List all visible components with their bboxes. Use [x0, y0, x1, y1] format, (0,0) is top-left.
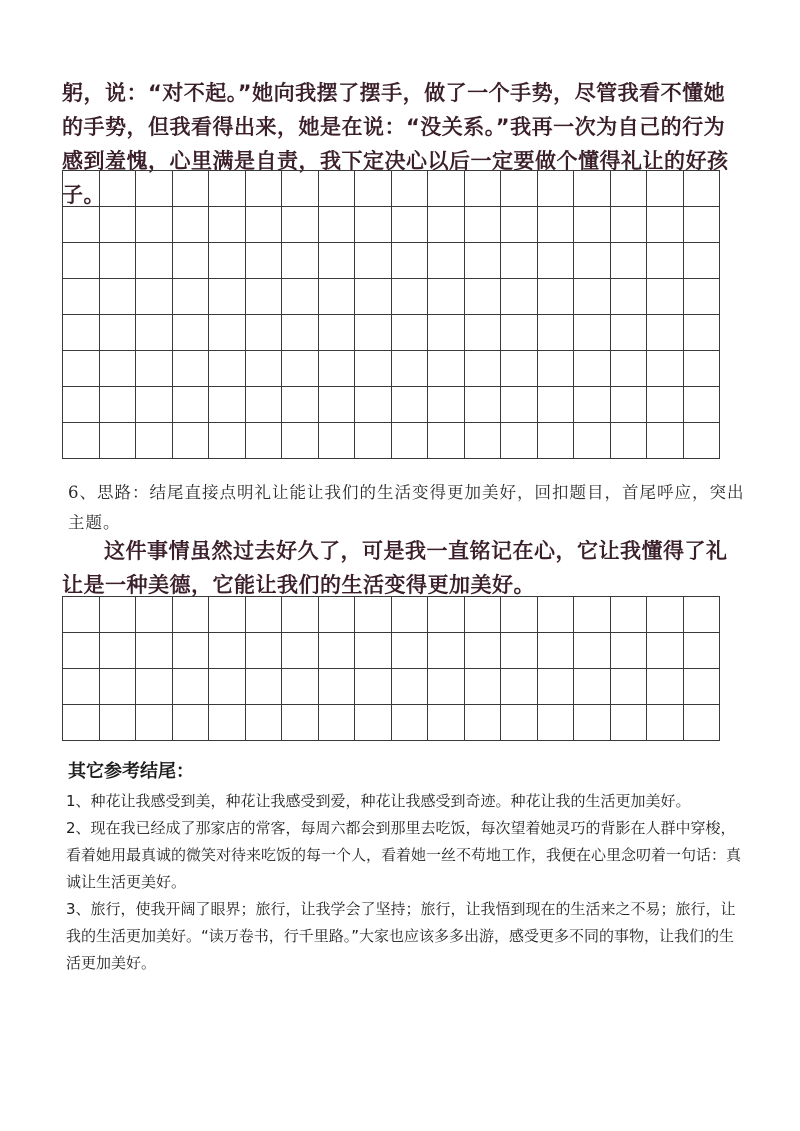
grid-cell	[63, 423, 100, 459]
grid-cell	[209, 423, 246, 459]
essay-paragraph-ending: 这件事情虽然过去好久了，可是我一直铭记在心，它让我懂得了礼让是一种美德，它能让我们的生活变得更加美好。	[62, 539, 728, 597]
grid-cell	[428, 243, 465, 279]
grid-cell	[537, 423, 574, 459]
grid-cell	[391, 171, 428, 207]
grid-cell	[610, 633, 647, 669]
grid-cell	[355, 423, 392, 459]
grid-cell	[464, 705, 501, 741]
grid-cell	[99, 423, 136, 459]
grid-cell	[245, 207, 282, 243]
grid-cell	[172, 387, 209, 423]
grid-cell	[63, 633, 100, 669]
grid-cell	[610, 705, 647, 741]
grid-cell	[245, 387, 282, 423]
grid-cell	[464, 243, 501, 279]
grid-cell	[172, 423, 209, 459]
grid-cell	[318, 171, 355, 207]
reference-ending-1: 1、种花让我感受到美，种花让我感受到爱，种花让我感受到奇迹。种花让我的生活更加美好。	[66, 792, 691, 810]
grid-cell	[428, 705, 465, 741]
grid-cell	[501, 243, 538, 279]
grid-cell	[574, 597, 611, 633]
grid-cell	[172, 315, 209, 351]
grid-cell	[501, 423, 538, 459]
grid-cell	[464, 207, 501, 243]
grid-cell	[683, 597, 720, 633]
grid-cell	[647, 597, 684, 633]
grid-cell	[63, 669, 100, 705]
grid-cell	[99, 597, 136, 633]
grid-cell	[209, 315, 246, 351]
grid-cell	[355, 207, 392, 243]
grid-cell	[428, 597, 465, 633]
grid-cell	[647, 171, 684, 207]
grid-cell	[574, 243, 611, 279]
grid-cell	[501, 171, 538, 207]
grid-cell	[537, 315, 574, 351]
grid-cell	[318, 633, 355, 669]
grid-cell	[209, 387, 246, 423]
grid-cell	[282, 423, 319, 459]
grid-cell	[136, 315, 173, 351]
grid-cell	[574, 207, 611, 243]
grid-cell	[428, 423, 465, 459]
grid-cell	[99, 387, 136, 423]
grid-cell	[391, 243, 428, 279]
grid-cell	[647, 705, 684, 741]
grid-cell	[136, 207, 173, 243]
grid-cell	[318, 279, 355, 315]
grid-cell	[647, 669, 684, 705]
grid-cell	[537, 243, 574, 279]
grid-cell	[610, 423, 647, 459]
grid-cell	[282, 243, 319, 279]
grid-cell	[318, 387, 355, 423]
grid-cell	[209, 669, 246, 705]
grid-cell	[610, 171, 647, 207]
grid-cell	[428, 315, 465, 351]
grid-cell	[355, 171, 392, 207]
grid-cell	[63, 207, 100, 243]
grid-cell	[428, 207, 465, 243]
grid-cell	[683, 315, 720, 351]
writing-grid-1	[62, 170, 720, 459]
grid-cell	[683, 243, 720, 279]
grid-cell	[610, 243, 647, 279]
grid-cell	[245, 243, 282, 279]
grid-cell	[391, 705, 428, 741]
grid-cell	[355, 351, 392, 387]
grid-cell	[391, 207, 428, 243]
grid-row	[63, 351, 720, 387]
grid-cell	[501, 705, 538, 741]
grid-cell	[501, 279, 538, 315]
grid-cell	[683, 387, 720, 423]
grid-cell	[209, 351, 246, 387]
grid-cell	[355, 279, 392, 315]
grid-cell	[464, 315, 501, 351]
grid-cell	[574, 279, 611, 315]
grid-cell	[172, 279, 209, 315]
grid-cell	[282, 669, 319, 705]
grid-cell	[282, 633, 319, 669]
grid-cell	[683, 633, 720, 669]
grid-cell	[136, 705, 173, 741]
grid-cell	[99, 207, 136, 243]
grid-cell	[574, 171, 611, 207]
grid-cell	[464, 423, 501, 459]
grid-cell	[245, 669, 282, 705]
grid-cell	[355, 315, 392, 351]
grid-cell	[99, 633, 136, 669]
reference-endings-list	[66, 788, 746, 977]
grid-cell	[99, 171, 136, 207]
grid-cell	[537, 171, 574, 207]
grid-cell	[574, 423, 611, 459]
grid-cell	[464, 597, 501, 633]
grid-row	[63, 669, 720, 705]
grid-cell	[428, 171, 465, 207]
grid-cell	[537, 207, 574, 243]
writing-grid-2	[62, 596, 720, 741]
grid-cell	[245, 705, 282, 741]
grid-cell	[282, 207, 319, 243]
grid-cell	[63, 705, 100, 741]
grid-cell	[391, 279, 428, 315]
grid-cell	[355, 243, 392, 279]
grid-cell	[282, 387, 319, 423]
grid-cell	[209, 279, 246, 315]
grid-cell	[610, 315, 647, 351]
grid-cell	[647, 315, 684, 351]
grid-cell	[574, 351, 611, 387]
grid-cell	[318, 705, 355, 741]
grid-cell	[245, 351, 282, 387]
grid-row	[63, 423, 720, 459]
grid-cell	[282, 171, 319, 207]
grid-cell	[391, 351, 428, 387]
grid-cell	[172, 633, 209, 669]
grid-cell	[610, 387, 647, 423]
grid-cell	[282, 279, 319, 315]
grid-cell	[318, 315, 355, 351]
grid-cell	[647, 351, 684, 387]
grid-row	[63, 279, 720, 315]
grid-cell	[282, 351, 319, 387]
grid-cell	[136, 171, 173, 207]
grid-cell	[537, 633, 574, 669]
grid-cell	[209, 633, 246, 669]
grid-cell	[683, 279, 720, 315]
grid-cell	[318, 597, 355, 633]
grid-cell	[464, 387, 501, 423]
grid-cell	[136, 243, 173, 279]
grid-cell	[209, 705, 246, 741]
grid-cell	[63, 315, 100, 351]
reference-ending-2: 2、现在我已经成了那家店的常客，每周六都会到那里去吃饭，每次望着她灵巧的背影在人群中穿梭，看着她用最真诚的微笑对待来吃饭的每一个人，看着她一丝不苟地工作，我便在心里念叨着一句话：真诚让生活更美好。	[66, 819, 742, 891]
grid-cell	[282, 597, 319, 633]
grid-cell	[318, 669, 355, 705]
grid-cell	[209, 243, 246, 279]
grid-cell	[501, 669, 538, 705]
grid-cell	[63, 597, 100, 633]
grid-cell	[647, 243, 684, 279]
grid-cell	[647, 207, 684, 243]
grid-cell	[464, 351, 501, 387]
grid-cell	[647, 279, 684, 315]
grid-cell	[683, 351, 720, 387]
grid-row	[63, 243, 720, 279]
grid-cell	[282, 705, 319, 741]
grid-cell	[282, 315, 319, 351]
grid-cell	[172, 597, 209, 633]
grid-cell	[209, 207, 246, 243]
grid-cell	[464, 279, 501, 315]
grid-cell	[574, 669, 611, 705]
grid-cell	[647, 387, 684, 423]
grid-cell	[245, 315, 282, 351]
grid-cell	[172, 669, 209, 705]
grid-cell	[391, 423, 428, 459]
grid-cell	[245, 633, 282, 669]
grid-cell	[99, 243, 136, 279]
grid-cell	[574, 705, 611, 741]
grid-cell	[318, 207, 355, 243]
grid-cell	[683, 423, 720, 459]
grid-cell	[391, 597, 428, 633]
grid-cell	[136, 279, 173, 315]
grid-cell	[136, 633, 173, 669]
grid-cell	[355, 387, 392, 423]
grid-cell	[537, 669, 574, 705]
grid-cell	[464, 171, 501, 207]
grid-cell	[501, 351, 538, 387]
grid-cell	[172, 207, 209, 243]
grid-cell	[63, 243, 100, 279]
grid-cell	[501, 633, 538, 669]
grid-cell	[136, 669, 173, 705]
grid-cell	[355, 705, 392, 741]
grid-cell	[610, 207, 647, 243]
grid-cell	[63, 351, 100, 387]
grid-cell	[63, 387, 100, 423]
grid-cell	[428, 387, 465, 423]
grid-cell	[245, 279, 282, 315]
grid-row	[63, 597, 720, 633]
grid-cell	[610, 669, 647, 705]
grid-cell	[245, 171, 282, 207]
reference-ending-3: 3、旅行，使我开阔了眼界；旅行，让我学会了坚持；旅行，让我悟到现在的生活来之不易；旅行，让我的生活更加美好。“读万卷书，行千里路。”大家也应该多多出游，感受更多不同的事物，让我们的生活更加美好。	[66, 900, 736, 972]
grid-cell	[209, 597, 246, 633]
essay-paragraph-continuation: 躬，说：“对不起。”她向我摆了摆手，做了一个手势，尽管我看不懂她的手势，但我看得出来，她是在说：“没关系。”我再一次为自己的行为感到羞愧，心里满是自责，我下定决心以后一定要做个懂得礼让的好孩子。	[62, 81, 729, 207]
grid-cell	[99, 315, 136, 351]
grid-cell	[172, 351, 209, 387]
grid-cell	[501, 387, 538, 423]
grid-cell	[464, 669, 501, 705]
grid-row	[63, 387, 720, 423]
grid-row	[63, 207, 720, 243]
grid-cell	[428, 351, 465, 387]
grid-row	[63, 171, 720, 207]
grid-cell	[63, 279, 100, 315]
grid-cell	[136, 351, 173, 387]
grid-cell	[501, 207, 538, 243]
grid-cell	[428, 669, 465, 705]
grid-cell	[683, 171, 720, 207]
grid-cell	[428, 633, 465, 669]
grid-cell	[391, 387, 428, 423]
grid-cell	[136, 423, 173, 459]
grid-cell	[172, 243, 209, 279]
grid-cell	[355, 633, 392, 669]
grid-cell	[537, 705, 574, 741]
grid-cell	[464, 633, 501, 669]
grid-cell	[136, 387, 173, 423]
grid-cell	[391, 669, 428, 705]
grid-cell	[99, 669, 136, 705]
grid-cell	[647, 423, 684, 459]
grid-cell	[245, 597, 282, 633]
grid-cell	[683, 705, 720, 741]
grid-cell	[318, 423, 355, 459]
grid-cell	[647, 633, 684, 669]
grid-cell	[172, 171, 209, 207]
grid-cell	[610, 279, 647, 315]
grid-cell	[245, 423, 282, 459]
grid-cell	[574, 633, 611, 669]
grid-cell	[99, 705, 136, 741]
grid-cell	[537, 387, 574, 423]
grid-cell	[683, 207, 720, 243]
hint-6-thinking: 6、思路：结尾直接点明礼让能让我们的生活变得更加美好，回扣题目，首尾呼应，突出主题。	[68, 483, 745, 532]
other-endings-title: 其它参考结尾：	[68, 761, 194, 782]
grid-cell	[99, 279, 136, 315]
grid-row	[63, 705, 720, 741]
grid-cell	[318, 243, 355, 279]
grid-cell	[391, 633, 428, 669]
grid-cell	[63, 171, 100, 207]
grid-cell	[501, 597, 538, 633]
grid-cell	[172, 705, 209, 741]
grid-row	[63, 315, 720, 351]
grid-row	[63, 633, 720, 669]
grid-cell	[355, 669, 392, 705]
grid-cell	[501, 315, 538, 351]
grid-cell	[391, 315, 428, 351]
grid-cell	[428, 279, 465, 315]
grid-cell	[610, 351, 647, 387]
grid-cell	[537, 279, 574, 315]
grid-cell	[355, 597, 392, 633]
grid-cell	[574, 387, 611, 423]
grid-cell	[683, 669, 720, 705]
grid-cell	[99, 351, 136, 387]
grid-cell	[136, 597, 173, 633]
grid-cell	[209, 171, 246, 207]
grid-cell	[318, 351, 355, 387]
grid-cell	[610, 597, 647, 633]
grid-cell	[574, 315, 611, 351]
grid-cell	[537, 597, 574, 633]
grid-cell	[537, 351, 574, 387]
